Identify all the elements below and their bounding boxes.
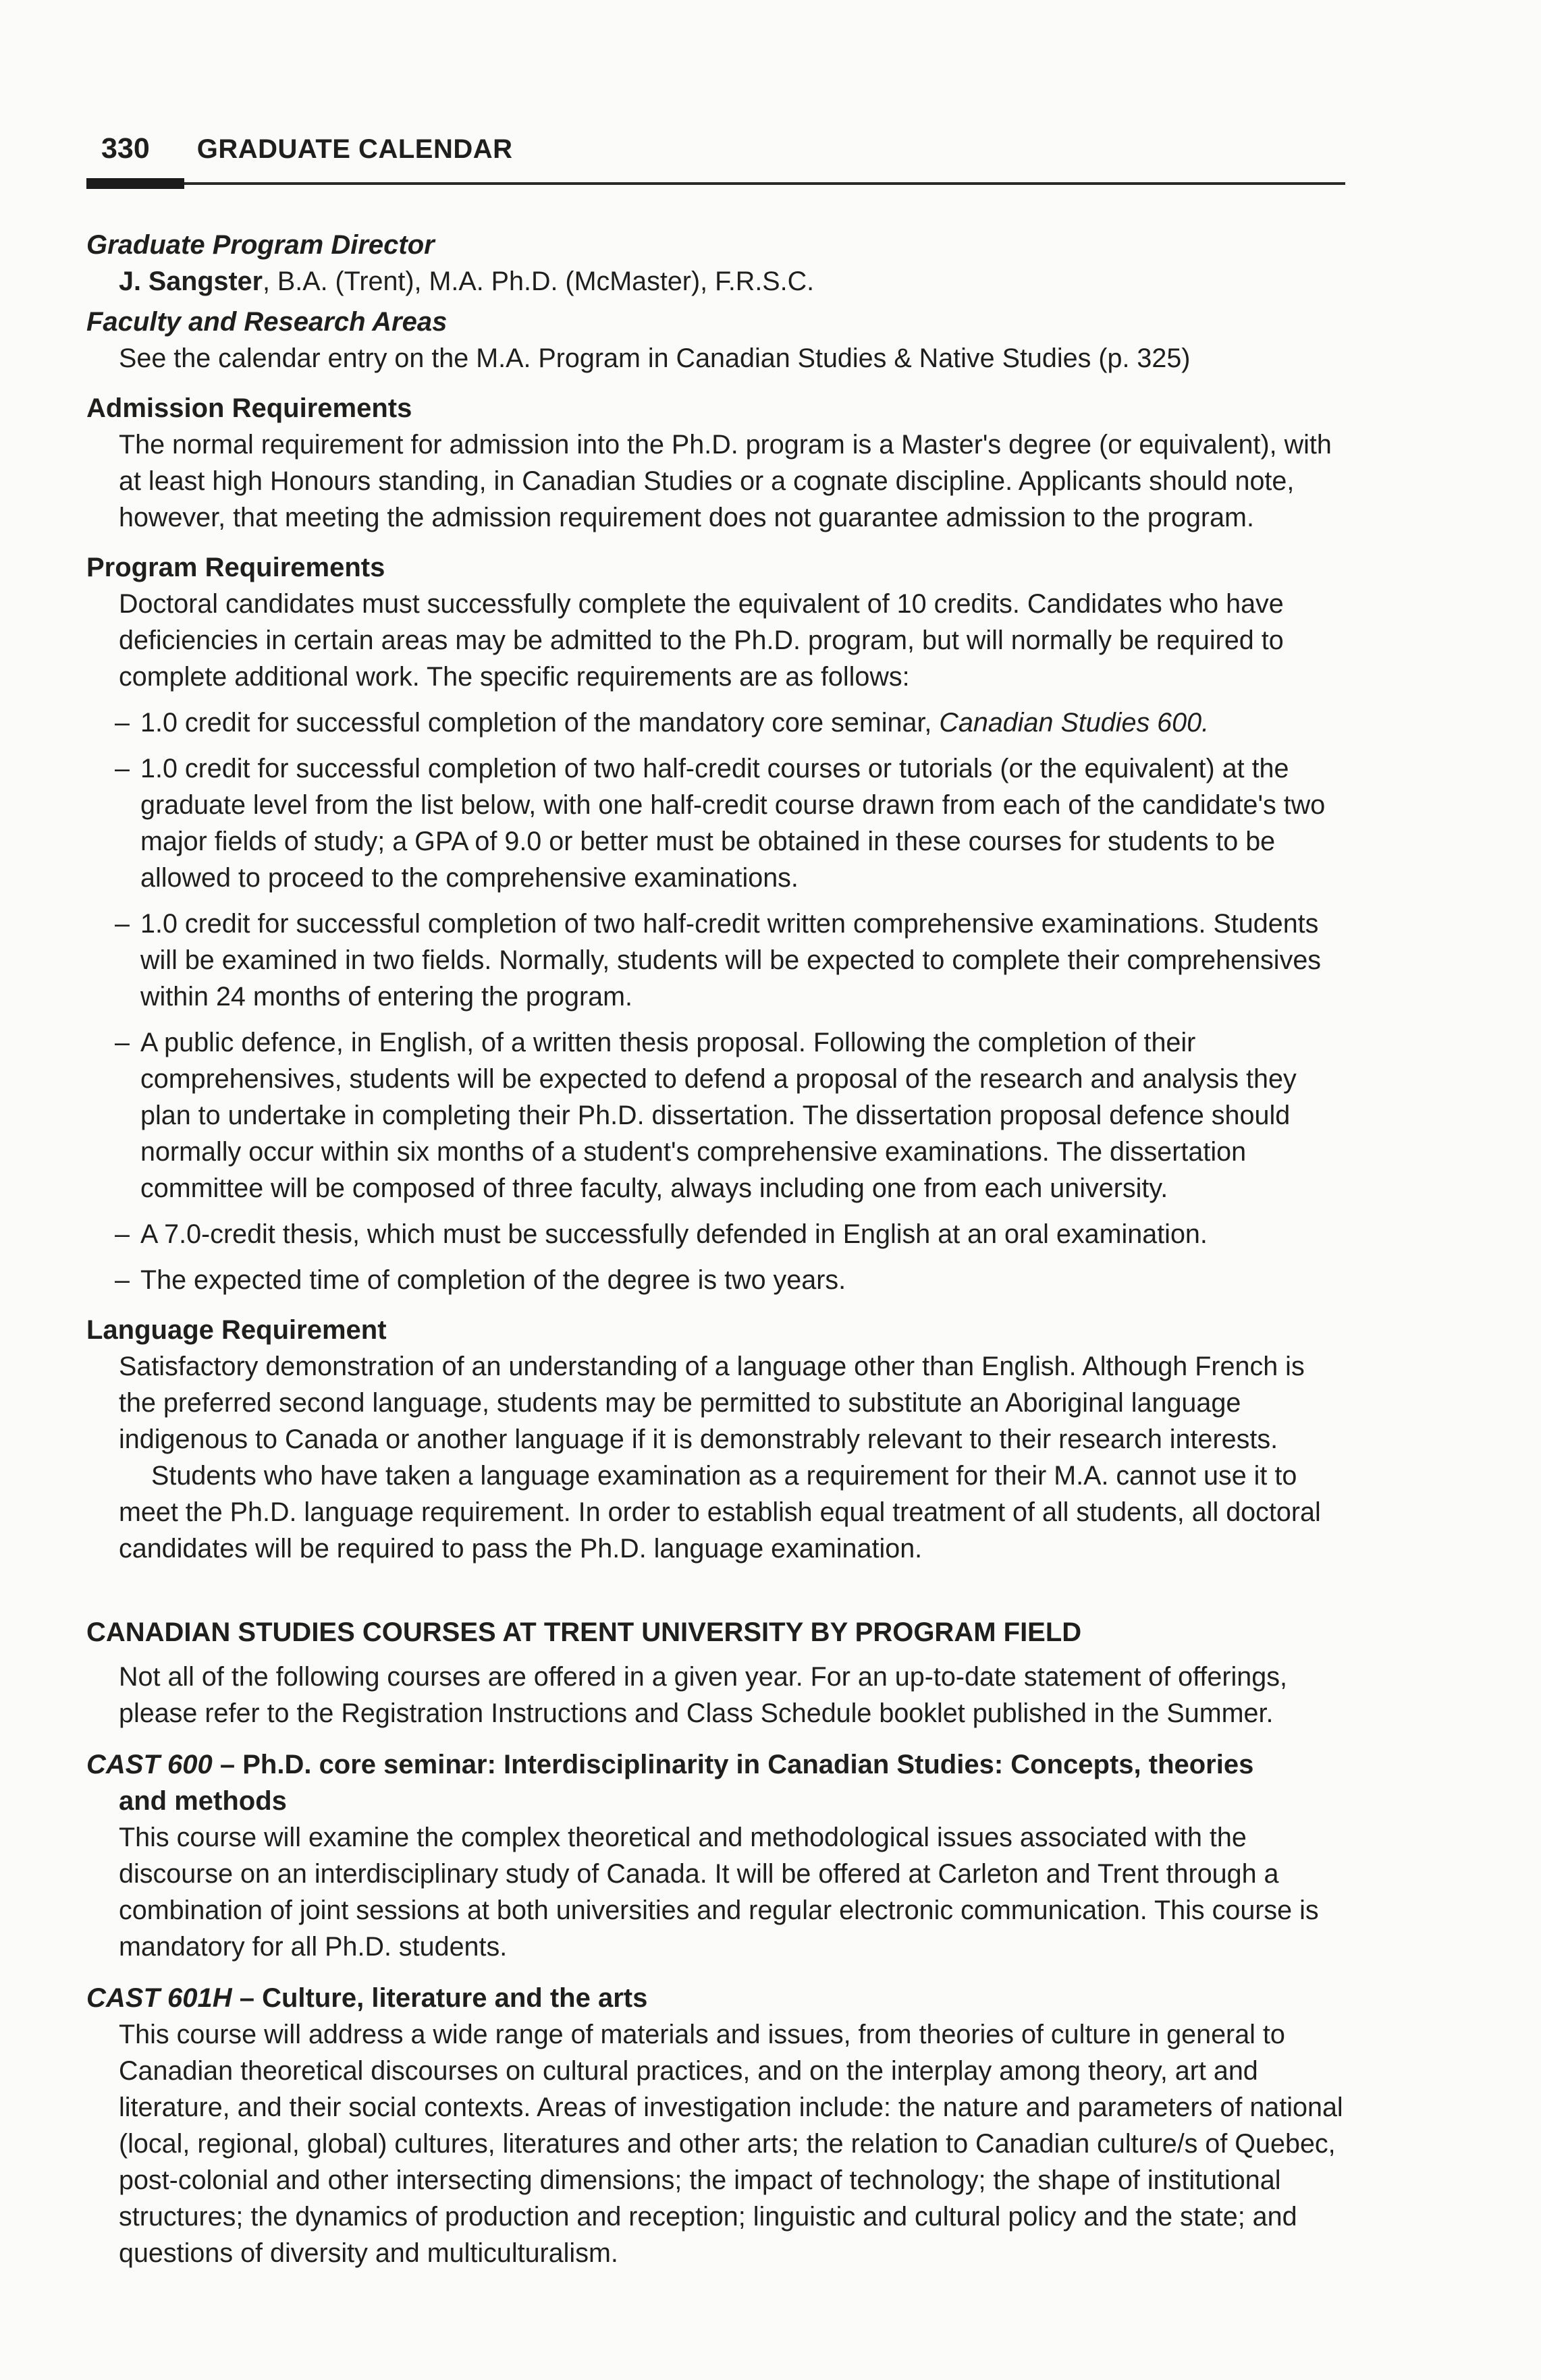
course-code: CAST 601H	[86, 1983, 232, 2013]
requirement-text: The expected time of completion of the degree is two years.	[140, 1265, 846, 1295]
course-description-cast-601h: This course will address a wide range of materials and issues, from theories of culture in general to Canadian theoretical discourses on cultural practices, and on the interplay among theory, art and literature, and their social contexts. Areas of investigation include: the nature and parameters of national (local, regional, global) cultures, literatures and other arts; the relation to Canadian culture/s of Quebec, post-colonial and other intersecting dimensions; the impact of technology; the shape of institutional structures; the dynamics of production and reception; linguistic and cultural policy and the state; and questions of diversity and multiculturalism.	[119, 2020, 1343, 2268]
courses-heading: CANADIAN STUDIES COURSES AT TRENT UNIVERSITY BY PROGRAM FIELD	[86, 1617, 1082, 1647]
requirement-item	[86, 704, 1345, 741]
requirement-item	[86, 1024, 1345, 1207]
header-rule	[86, 182, 1345, 185]
requirement-item	[86, 750, 1345, 896]
requirement-item	[86, 1216, 1345, 1252]
course-title-cast-600	[86, 1746, 1345, 1819]
requirement-text: A 7.0-credit thesis, which must be successfully defended in English at an oral examination.	[140, 1219, 1208, 1249]
program-heading: Program Requirements	[86, 553, 385, 582]
bullet-dash: –	[115, 909, 130, 939]
admission-text: The normal requirement for admission into the Ph.D. program is a Master's degree (or equivalent), with at least high Honours standing, in Canadian Studies or a cognate discipline. Applicants should note, however, that meeting the admission requirement does not guarantee admission to the program.	[119, 430, 1332, 532]
bullet-dash: –	[115, 1265, 130, 1295]
page-header	[86, 132, 1345, 175]
bullet-dash: –	[115, 1028, 130, 1057]
director-line	[86, 263, 1345, 300]
course-title-cast-601h	[86, 1980, 1345, 2016]
course-title: – Culture, literature and the arts	[232, 1983, 648, 2013]
calendar-title: GRADUATE CALENDAR	[196, 134, 513, 164]
program-text: Doctoral candidates must successfully complete the equivalent of 10 credits. Candidates who have deficiencies in certain areas may be admitted to the Ph.D. program, but will normally be required to complete additional work. The specific requirements are as follows:	[119, 589, 1284, 692]
course-description-cast-600: This course will examine the complex theoretical and methodological issues associated with the discourse on an interdisciplinary study of Canada. It will be offered at Carleton and Trent through a combination of joint sessions at both universities and regular electronic communication. This course is mandatory for all Ph.D. students.	[119, 1823, 1319, 1962]
director-name: J. Sangster	[119, 267, 263, 296]
page-number: 330	[101, 132, 150, 165]
faculty-heading: Faculty and Research Areas	[86, 307, 448, 337]
requirement-item	[86, 906, 1345, 1015]
admission-heading: Admission Requirements	[86, 393, 412, 423]
course-title-continued: and methods	[119, 1786, 287, 1816]
bullet-dash: –	[115, 1219, 130, 1249]
page-content	[86, 227, 1345, 2271]
faculty-text: See the calendar entry on the M.A. Program in Canadian Studies & Native Studies (p. 325)	[119, 343, 1191, 373]
course-code: CAST 600	[86, 1750, 213, 1779]
language-text-2: Students who have taken a language examination as a requirement for their M.A. cannot use it to meet the Ph.D. language requirement. In order to establish equal treatment of all students, all doctoral candidates will be required to pass the Ph.D. language examination.	[119, 1461, 1321, 1563]
language-heading: Language Requirement	[86, 1315, 387, 1345]
requirement-text: 1.0 credit for successful completion of two half-credit written comprehensive examinations. Students will be examined in two fields. Normally, students will be expected to complete their comprehensives within 24 months of entering the program.	[140, 909, 1322, 1012]
course-title: – Ph.D. core seminar: Interdisciplinarity in Canadian Studies: Concepts, theories	[212, 1750, 1254, 1779]
requirement-item	[86, 1262, 1345, 1298]
bullet-dash: –	[115, 708, 130, 738]
director-heading: Graduate Program Director	[86, 230, 435, 260]
requirement-text: 1.0 credit for successful completion of the mandatory core seminar,	[140, 708, 940, 738]
requirement-text: A public defence, in English, of a written thesis proposal. Following the completion of their comprehensives, students will be expected to defend a proposal of the research and analysis they plan to undertake in completing their Ph.D. dissertation. The dissertation proposal defence should normally occur within six months of a student's comprehensive examinations. The dissertation committee will be composed of three faculty, always including one from each university.	[140, 1028, 1297, 1203]
director-credentials: , B.A. (Trent), M.A. Ph.D. (McMaster), F.R.S.C.	[262, 267, 815, 296]
bullet-dash: –	[115, 754, 130, 783]
requirement-text: 1.0 credit for successful completion of two half-credit courses or tutorials (or the equivalent) at the graduate level from the list below, with one half-credit course drawn from each of the candidate's two major fields of study; a GPA of 9.0 or better must be obtained in these courses for students to be allowed to proceed to the comprehensive examinations.	[140, 754, 1326, 893]
courses-intro: Not all of the following courses are offered in a given year. For an up-to-date statement of offerings, please refer to the Registration Instructions and Class Schedule booklet published in the Summer.	[119, 1662, 1287, 1728]
language-text-1: Satisfactory demonstration of an understanding of a language other than English. Although French is the preferred second language, students may be permitted to substitute an Aboriginal language indigenous to Canada or another language if it is demonstrably relevant to their research interests.	[119, 1352, 1305, 1454]
requirement-course-ref: Canadian Studies 600.	[939, 708, 1210, 738]
header-rule-block	[86, 178, 184, 189]
